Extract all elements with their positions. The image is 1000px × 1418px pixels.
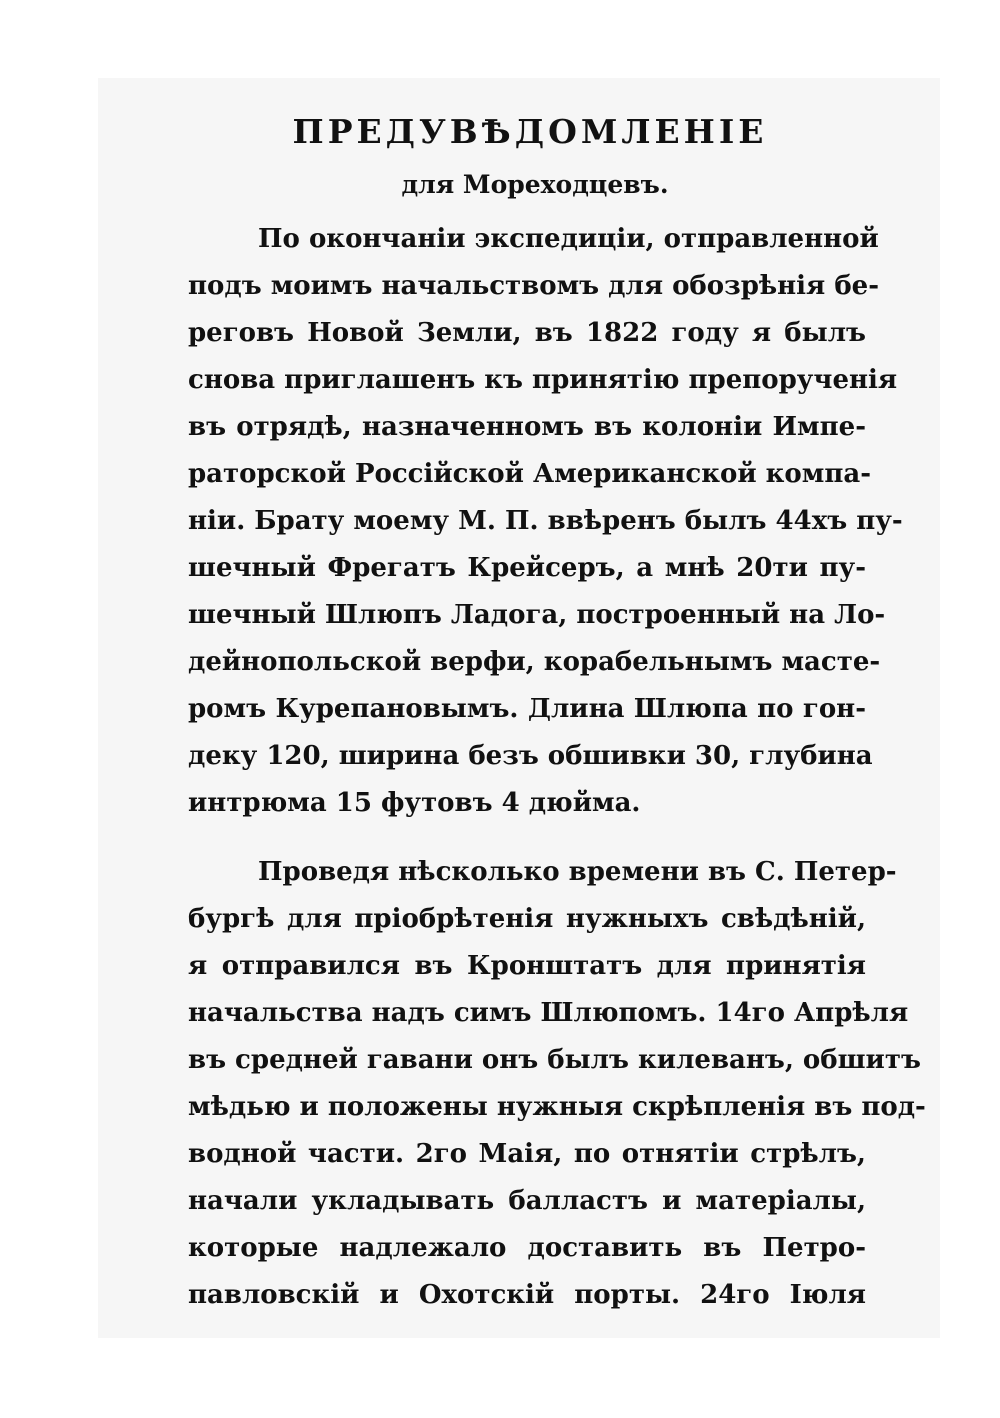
text-line: которые надлежало доставить въ Петро- — [188, 1233, 866, 1263]
text-line: мѣдью и положены нужныя скрѣпленія въ под- — [188, 1092, 926, 1122]
text-line: подъ моимъ начальствомъ для обозрѣнія бе- — [188, 271, 879, 301]
page-title: ПРЕДУВѢДОМЛЕНІЕ — [292, 112, 768, 151]
text-line: раторской Россійской Американской компа- — [188, 459, 872, 489]
text-line: реговъ Новой Земли, въ 1822 году я былъ — [188, 318, 866, 348]
page-subtitle: для Мореходцевъ. — [401, 170, 669, 199]
text-line: я отправился въ Кронштатъ для принятія — [188, 951, 866, 981]
text-line: водной части. 2го Маія, по отнятіи стрѣлъ, — [188, 1139, 866, 1169]
text-line: По окончаніи экспедиціи, отправленной — [258, 224, 879, 254]
text-line: начальства надъ симъ Шлюпомъ. 14го Апрѣля — [188, 998, 909, 1028]
text-line: ромъ Курепановымъ. Длина Шлюпа по гон- — [188, 694, 866, 724]
text-line: Проведя нѣсколько времени въ С. Петер- — [258, 857, 897, 887]
text-line: павловскій и Охотскій порты. 24го Іюля — [188, 1280, 866, 1310]
text-line: снова приглашенъ къ принятію препорученія — [188, 365, 898, 395]
text-line: шечный Фрегатъ Крейсеръ, а мнѣ 20ти пу- — [188, 553, 866, 583]
text-line: начали укладывать балластъ и матеріалы, — [188, 1186, 866, 1216]
text-line: шечный Шлюпъ Ладога, построенный на Ло- — [188, 600, 886, 630]
text-line: интрюма 15 футовъ 4 дюйма. — [188, 788, 641, 818]
text-line: дейнопольской верфи, корабельнымъ масте- — [188, 647, 881, 677]
text-line: бургѣ для пріобрѣтенія нужныхъ свѣдѣній, — [188, 904, 866, 934]
text-line: въ средней гавани онъ былъ килеванъ, обшитъ — [188, 1045, 921, 1075]
text-line: ніи. Брату моему М. П. ввѣренъ былъ 44хъ пу- — [188, 506, 903, 536]
text-line: въ отрядѣ, назначенномъ въ колоніи Импе- — [188, 412, 866, 442]
text-line: деку 120, ширина безъ обшивки 30, глубина — [188, 741, 873, 771]
